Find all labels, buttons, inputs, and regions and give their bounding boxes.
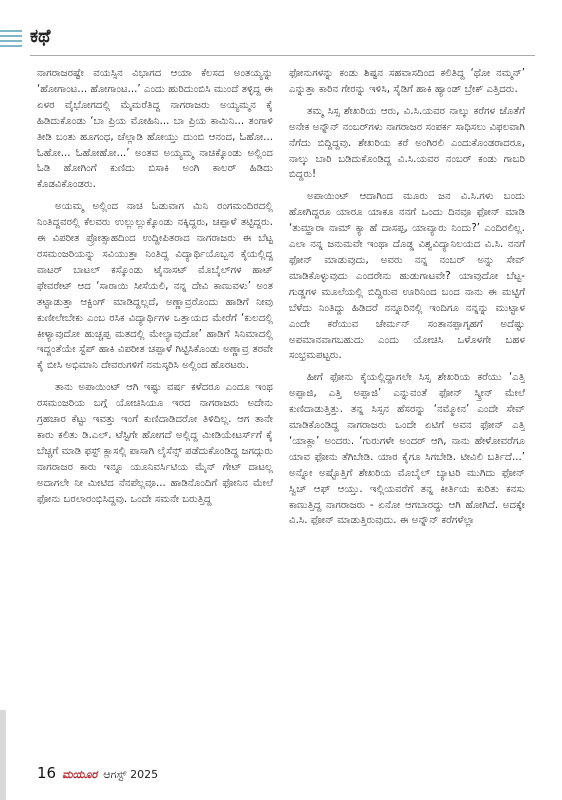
left-column (37, 66, 273, 758)
paragraph: ನಾಗರಾಜರಷ್ಟೇ ವಯಸ್ಸಿನ ವಿಭಾಗದ ಆಯಾ ಕೆಲಸದ ಅಂತಯ್ಯನ್ನು ‘ಹೋಗಾಂಟ... ಹೋಗಾಂಟ...’ ಎಂದು ಹುರಿದುಂಬಿಸಿ ಮುಂದೆ ತಳ್ಳಿದ್ದ ಈ ಏಳರ ವೈಭೋಗದಲ್ಲಿ ಮೈಮರೆತಿದ್ದ ನಾಗರಾಜರು ಅಯ್ಯಮ್ಮನ ಕೈ ಹಿಡಿದುಕೊಂಡು ‘ಬಾ ಪ್ರಿಯ ಮೋಹಿನಿ... ಬಾ ಪ್ರಿಯ ಕಾಮಿನಿ... ತಂಗಾಳಿ ತೀಡಿ ಬಂತು ಹೂಗಂಧ, ಚೆಲ್ಲಾಡಿ ಹೋಯ್ತು ದುಂಬಿ ಆನಂದ, ಓಹೋ... ಓಹೋ... ಓಹೋಹೋ...’ ಅಂತವ ಅಯ್ಯಮ್ಮ ನಾಚಿಕ್ಕೊಂಡು ಅಲ್ಲಿಂದ ಓಡಿ ಹೋಗಿಂಗೆ ಕುಣಿದು ಬಿಸಾಕಿ ಅಂಗಿ ಕಾಲರ್ ಹಿಡಿದು ಕೊಡವಿಕೊಂಡರು. (37, 68, 273, 191)
magazine-logo: ಮಯೂರ (62, 768, 98, 781)
paragraph: ಅಯಮ್ಮ ಅಲ್ಲಿಂದ ನಾಚಿ ಓಡುವಾಗ ಮಿನಿ ರಂಗಮಂದಿರದಲ್ಲಿ ನಿಂತಿದ್ದವರಲ್ಲಿ ಕೆಲವರು ಉಲ್ಲುಲ್ಲುಕ್ಕೊಂಡು ನಕ್ಕಿದ್ದರು, ಚಪ್ಪಾಳೆ ತಟ್ಟಿದ್ದರು. ಈ ವಿಪರೀತ ಪ್ರೋತ್ಸಾಹದಿಂದ ಉದ್ದೀಪಿತರಾದ ನಾಗರಾಜರು ಈ ಬೆಟ್ಟ ರಸಮಂಜರಿಯನ್ನು ಸವಿಯುತ್ತಾ ನಿಂತಿದ್ದ ವಿದ್ಯಾರ್ಥಿಯೊಬ್ಬನ ಕೈಯಲ್ಲಿದ್ದ ವಾಟರ್ ಬಾಟಲ್ ಕಸ್ಕೊಂಡು ಟೈನಾಸಟ್ ಮೊಬೈಲ್‌ಗಳ ಹಾಟ್ ಫೇವರೇಟ್ ಆದ ‘ಸಾರಾಯಿ ಸೀಸೆಯಲಿ, ನನ್ನ ದೇವಿ ಕಾಣುವಳು’ ಅಂತ ತಟ್ಟಾಡುತ್ತಾ ಆಕ್ಟಿಂಗ್ ಮಾಡಿದ್ದಲ್ಲದೆ, ಅಣ್ಣಾವ್ರರೊಂದು ಹಾಡಿಗೆ ನೀವು ಕುಣೀಲೇಬೇಕು ಎಂಬ ರಸಿಕ ವಿದ್ಯಾರ್ಥಿಗಳ ಒತ್ತಾಯದ ಮೇರೆಗೆ ‘ಕುಲದಲ್ಲಿ ಕೀಳ್ಯಾವುದೋ ಹುಚ್ಚಪ್ಪ ಮತದಲ್ಲಿ ಮೇಲ್ಯಾವುದೋ’ ಹಾಡಿಗೆ ಸಿನಿಮಾದಲ್ಲಿ ಇದ್ದಂತೆಯೇ ಸ್ಟೆಪ್ ಹಾಕಿ ವಿಪರೀತ ಚಪ್ಪಾಳೆ ಗಿಟ್ಟಿಸಿಕೊಂಡು ಅಣ್ಣಾವ್ರ ತರವೇ ಕೈ ಬೀಸಿ ಅಭಿಮಾನಿ ದೇವರುಗಳಿಗೆ ನಮಸ್ಕರಿಸಿ ಅಲ್ಲಿಂದ ಹೊರಟರು. (37, 201, 273, 372)
issue-date: ಆಗಸ್ಟ್ 2025 (103, 768, 159, 781)
paragraph: ತಮ್ಮ ಸಿಸ್ಸ ಶೇಖರಿಯ ಆರು, ವಿ.ಸಿ.ಯವರ ನಾಲ್ಕು ಕರೆಗಳ ಜೊತೆಗೆ ಅನೇಕ ಅನ್ನೌನ್ ನಂಬರ್‌ಗಳು ನಾಗರಾಜರ ಸಂಪರ್ಕ ಸಾಧಿಸಲು ವಿಫಲವಾಗಿ ನೆಗೆದು ಬಿದ್ದಿದ್ದವು. ಶೇಖರಿಯ ಕರೆ ಅಂಗಿರಲಿ ಎಂದುಕೊಂಡರಾದರೂ, ನಾಲ್ಕು ಬಾರಿ ಬಡಿದುಕೊಂಡಿದ್ದ ವಿ.ಸಿ.ಯವರ ನಂಬರ್ ಕಂಡು ಗಾಬರಿ ಬಿದ್ದರು! (289, 105, 525, 181)
right-column (289, 66, 525, 758)
page-edge-bar (0, 710, 6, 800)
page-number: 16 (37, 764, 57, 782)
paragraph: ಫೋನುಗಳನ್ನು ಕಂಡು ಶಿಷ್ಟನ ಸಹವಾಸದಿಂದ ಕಲಿತಿದ್ದ ‘ಥೋ ನಮ್ಮನ್’ ಎನ್ನುತ್ತಾ ಕಾರಿನ ಗೇರನ್ನು ಇಳಿಸಿ, ಸೈಡಿಗೆ ಹಾಕಿ ಹ್ಯಾಂಡ್ ಬ್ರೇಕ್ ಎತ್ತಿದರು. (289, 68, 525, 95)
paragraph: ಅಪಾಯಿಂಟ್ ಆದಾಗಿಂದ ಮೂರು ಜನ ವಿ.ಸಿ.ಗಳು ಬಂದು ಹೋಗಿದ್ದರೂ ಯಾರೂ ಯಾಕೂ ನನಗೆ ಒಂದು ದಿನವೂ ಫೋನ್ ಮಾಡಿ ‘ತುಮ್ಹಾರಾ ನಾಮ್ ಕ್ಯಾ ಹೆ ದಾಸಪ್ಪ, ಯಾವ್ಯಾರು ನಿಂದು?’ ಎಂದಿರಲಿಲ್ಲ. ಎಲಾ ನನ್ನ ಜನುಮವೇ ಇಂಥಾ ದೊಡ್ಡ ವಿಶ್ವವಿದ್ಯಾನಿಲಯದ ವಿ.ಸಿ. ನನಗೆ ಫೋನ್ ಮಾಡುವುದು, ಅವರು ನನ್ನ ನಂಬರ್ ಅನ್ನು ಸೇವ್ ಮಾಡಿಕೊಳ್ಳುವುದು ಎಂದರೇನು ಹುಡುಗಾಟವೇ? ಯಾವುದೋ ಬೆಟ್ಟ-ಗುಡ್ಡಗಳ ಮೂಲೆಯಲ್ಲಿ ಬಿದ್ದಿರುವ ಊರಿನಿಂದ ಬಂದ ನಾನು ಈ ಮಟ್ಟಿಗೆ ಬೆಳೆದು ನಿಂತಿದ್ದು ಹಿಡಿದರೆ ನನ್ನೂರಿನಲ್ಲಿ ಇಂದಿಗೂ ನನ್ನನ್ನು ಮುಟ್ಟಾಳ ಎಂದೇ ಕರೆಯುವ ಚೇರ್ಮನ್ ಸಂತಾನಪ್ಪಾಗೃಹಗೆ ಅದೆಷ್ಟು ಅಪಮಾನವಾಗಬಹುದು ಎಂದು ಯೋಚಿಸಿ ಒಳೊಳಗೇ ಬಹಳ ಸಂಭ್ರಮಪಟ್ಟರು. (289, 191, 525, 362)
header-decoration (0, 30, 22, 52)
header-rule (30, 55, 535, 56)
page-footer (37, 764, 158, 788)
paragraph: ತಾನು ಅಪಾಯಿಂಟ್ ಆಗಿ ಇಷ್ಟು ವರ್ಷ ಕಳೆದರೂ ಎಂದೂ ಇಂಥ ರಸಮಂಜರಿಯ ಬಗ್ಗೆ ಯೋಚಿಸಿಯೂ ಇರದ ನಾಗರಾಜರು ಅದೇನು ಗ್ರಹಚಾರ ಕೆಟ್ಟು ಇವತ್ತು ಇಂಗೆ ಕುಣಿದಾಡಿದರೋ ತಿಳಿದಿಲ್ಲ. ಆಗ ತಾನೇ ಕಾರು ಕಲಿತು ಡಿ.ಎಲ್. ಟೆಸ್ಟಿಗೇ ಹೋಗದೆ ಅಲ್ಲಿದ್ದ ಮೀಡಿಯೇಟರ್ಸ್‌ಗೆ ಕೈ ಬೆಚ್ಚಗೆ ಮಾಡಿ ಫಸ್ಟ್ ಕ್ಲಾಸಲ್ಲಿ ಪಾಸಾಗಿ ಲೈಸೆನ್ಸ್ ಪಡೆದುಕೊಂಡಿದ್ದ ಜಗದ್ಗುರು ನಾಗರಾಜರ ಕಾರು ಇನ್ನೂ ಯೂನಿವರ್ಸಿಟಿಯ ಮೈನ್ ಗೇಟ್ ದಾಟಲ್ಲ ಅದಾಗಲೇ ನೀ ಮೀಟಿದ ನೆನಪೆಲ್ಲವೂ... ಹಾಡಿನೊಂದಿಗೆ ಫೋನಿನ ಮೇಲೆ ಫೋನು ಬರಲಾರಂಭಿಸಿದ್ದವು. ಒಂದೇ ಸಮನೇ ಬರುತ್ತಿದ್ದ (37, 382, 273, 505)
section-header (0, 26, 562, 56)
section-title: ಕಥೆ (30, 26, 51, 47)
paragraph: ಹೀಗೆ ಫೋನು ಕೈಯಲ್ಲಿದ್ದಾಗಲೇ ಸಿಸ್ಸ ಶೇಖರಿಯ ಕರೆಯು ‘ಎತ್ತಿ ಅಪ್ಪಾಜಿ, ಎತ್ತಿ ಅಪ್ಪಾಜಿ’ ಎನ್ನುವಂತೆ ಫೋನ್ ಸ್ಕ್ರೀನ್ ಮೇಲೆ ಕುಣಿದಾಡುತ್ತಿತ್ತು. ತನ್ನ ಸಿಸ್ಸನ ಹೆಸರನ್ನು ‘ನಮ್ಮೋನ’ ಎಂದೇ ಸೇವ್ ಮಾಡಿಕೊಂಡಿದ್ದ ನಾಗರಾಜರು ಒಂದೇ ಏಟಿಗೆ ಅವನ ಫೋನ್ ಎತ್ತಿ ‘ಯಾಕ್ಲಾ’ ಅಂದರು. ‘ಗುರುಗಳೇ ಅಂದರ್ ಆಗಿ, ನಾನು ಹೇಳೋವರೆಗೂ ಯಾವ ಫೋನು ತೆಗಿಬೇಡಿ. ಯಾರ ಕೈಗೂ ಸಿಗಬೇಡಿ. ಟೀವಿಲಿ ಬರ್ತಿದೆ...’ ಅನ್ನೋ ಅಷ್ಟೊತ್ತಿಗೆ ಶೇಖರಿಯ ಮೊಬೈಲ್ ಬ್ಯಾಟರಿ ಮುಗಿದು ಫೋನ್ ಸ್ವಿಚ್ ಆಫ್ ಆಯ್ತು. ಇಲ್ಲಿಯವರೆಗೆ ತನ್ನ ಕೀರ್ತಿಯ ಕುರಿತು ಕನಸು ಕಾಣುತ್ತಿದ್ದ ನಾಗರಾಜರು - ಏನೋ ಆಗಬಾರದ್ದು ಆಗಿ ಹೋಗಿದೆ. ಅದಕ್ಕೇ ವಿ.ಸಿ. ಫೋನ್ ಮಾಡುತ್ತಿರುವುದು. ಈ ಅನ್ನೌನ್ ಕರೆಗಳೆಲ್ಲಾ (289, 372, 525, 527)
